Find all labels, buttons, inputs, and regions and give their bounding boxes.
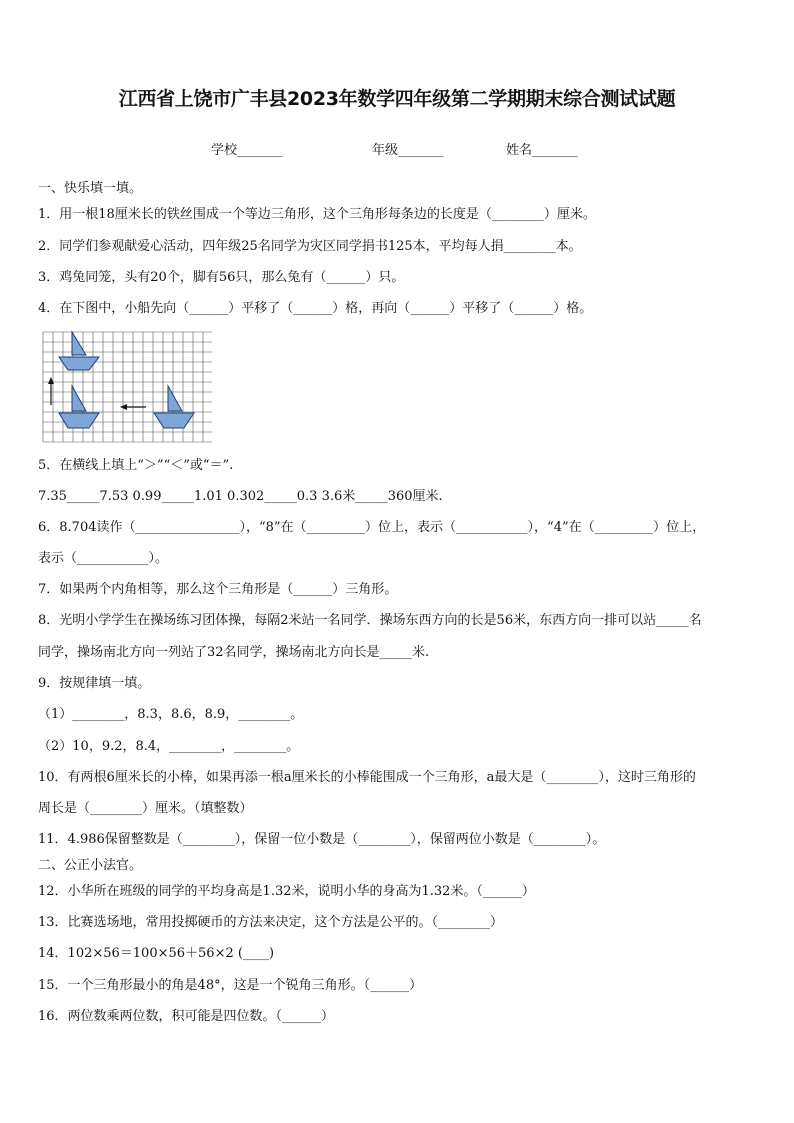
question-5-items: 7.35_____7.53 0.99_____1.01 0.302_____0.3 3.6米_____360厘米. xyxy=(38,489,443,504)
question-4: 4．在下图中，小船先向（______）平移了（______）格，再向（______）平移了（______）格。 xyxy=(38,301,593,316)
question-16: 16．两位数乘两位数，积可能是四位数。（______） xyxy=(38,1009,335,1024)
question-3: 3．鸡兔同笼，头有20个，脚有56只，那么兔有（______）只。 xyxy=(38,270,405,285)
question-13: 13．比赛选场地，常用投掷硬币的方法来决定，这个方法是公平的。（________） xyxy=(38,915,504,930)
question-10-cont: 周长是（________）厘米。（填整数） xyxy=(38,801,253,816)
question-10: 10．有两根6厘米长的小棒，如果再添一根a厘米长的小棒能围成一个三角形，a最大是（________），这时三角形的 xyxy=(38,770,696,785)
grade-field: 年级_______ xyxy=(372,143,444,158)
question-9-part-1: （1）________，8.3，8.6，8.9，________。 xyxy=(38,707,304,722)
question-15: 15．一个三角形最小的角是48°，这是一个锐角三角形。（______） xyxy=(38,978,423,993)
question-14: 14．102×56＝100×56＋56×2 (____) xyxy=(38,946,275,961)
boat-translation-figure xyxy=(42,329,212,443)
question-12: 12．小华所在班级的同学的平均身高是1.32米，说明小华的身高为1.32米。（______） xyxy=(38,884,535,899)
question-2: 2．同学们参观献爱心活动，四年级25名同学为灾区同学捐书125本，平均每人捐________本。 xyxy=(38,239,582,254)
school-field: 学校_______ xyxy=(211,143,283,158)
exam-title: 江西省上饶市广丰县2023年数学四年级第二学期期末综合测试试题 xyxy=(118,88,676,110)
question-6-cont: 表示（___________）。 xyxy=(38,551,169,566)
boat-bottom-right-sail xyxy=(168,386,182,411)
question-5: 5．在横线上填上“＞”“＜”或“＝”. xyxy=(38,458,234,473)
boat-bottom-right-hull xyxy=(154,413,194,428)
question-9: 9．按规律填一填。 xyxy=(38,676,151,691)
question-8-cont: 同学，操场南北方向一列站了32名同学，操场南北方向长是_____米. xyxy=(38,645,430,660)
section-1-heading: 一、快乐填一填。 xyxy=(38,181,143,196)
question-9-part-2: （2）10，9.2，8.4，________，________。 xyxy=(38,739,300,754)
question-7: 7．如果两个内角相等，那么这个三角形是（______）三角形。 xyxy=(38,582,398,597)
question-6: 6．8.704读作（________________），“8”在（_________）位上，表示（___________），“4”在（_________）位上， xyxy=(38,520,706,535)
boat-top-sail xyxy=(72,332,86,355)
boat-bottom-left-sail xyxy=(72,386,86,411)
name-field: 姓名_______ xyxy=(506,143,578,158)
question-11: 11．4.986保留整数是（________），保留一位小数是（________），保留两位小数是（________）。 xyxy=(38,832,606,847)
question-8: 8．光明小学学生在操场练习团体操，每隔2米站一名同学．操场东西方向的长是56米，东西方向一排可以站_____名 xyxy=(38,613,702,628)
section-2-heading: 二、公正小法官。 xyxy=(38,858,143,873)
question-1: 1．用一根18厘米长的铁丝围成一个等边三角形，这个三角形每条边的长度是（________）厘米。 xyxy=(38,207,596,222)
